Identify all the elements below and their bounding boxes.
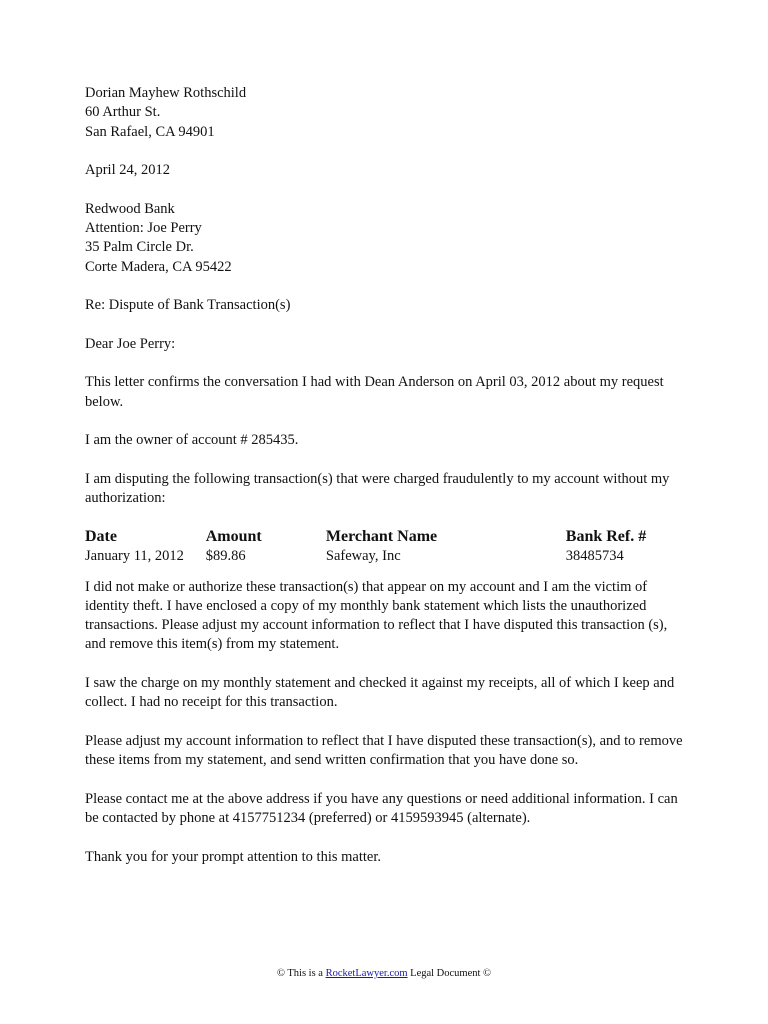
legal-footer [0,968,768,979]
cell-merchant: Safeway, Inc [325,547,401,564]
sender-city: San Rafael, CA 94901 [85,123,215,140]
paragraph-receipts: I saw the charge on my monthly statement and checked it against my receipts, all of which I keep and collect. I had no receipt for this transaction. [85,675,675,711]
header-date: Date [85,528,117,546]
paragraph-owner: I am the owner of account # 285435. [85,432,299,449]
letter-date: April 24, 2012 [85,162,170,179]
subject-line: Re: Dispute of Bank Transaction(s) [85,297,291,314]
recipient-attention: Attention: Joe Perry [85,220,202,237]
paragraph-confirm: This letter confirms the conversation I had with Dean Anderson on April 03, 2012 about my request below. [85,374,664,410]
sender-name: Dorian Mayhew Rothschild [85,85,247,101]
sender-street: 60 Arthur St. [85,104,161,121]
rocketlawyer-link[interactable]: RocketLawyer.com [325,968,408,979]
paragraph-adjust: Please adjust my account information to reflect that I have disputed these transaction(s), and to remove these items from my statement, and send written confirmation that you have done so. [85,732,683,769]
cell-bank-ref: 38485734 [565,547,624,564]
recipient-bank: Redwood Bank [85,200,175,217]
paragraph-thanks: Thank you for your prompt attention to this matter. [85,848,381,865]
paragraph-not-authorized: I did not make or authorize these transaction(s) that appear on my account and I am the victim of identity theft. I have enclosed a copy of my monthly bank statement which lists the unauthorized transactions. Please adjust my account information to reflect that I have disputed this transaction (s), and remove this item(s) from my statement. [85,578,668,653]
header-merchant: Merchant Name [325,528,438,546]
recipient-city: Corte Madera, CA 95422 [85,258,232,275]
footer-prefix: © This is a [276,968,323,979]
sender-address [85,84,685,142]
cell-date: January 11, 2012 [85,547,184,564]
table-header-row [85,525,685,547]
footer-suffix: Legal Document © [410,968,492,979]
transactions-table [85,525,685,567]
header-amount: Amount [205,528,262,546]
salutation: Dear Joe Perry: [85,335,176,352]
letter-body [85,84,685,867]
header-bank-ref: Bank Ref. # [565,528,647,546]
paragraph-disputing: I am disputing the following transaction(s) that were charged fraudulently to my account without my authorization: [85,470,670,507]
recipient-address [85,200,685,277]
paragraph-contact: Please contact me at the above address if you have any questions or need additional information. I can be contacted by phone at 4157751234 (preferred) or 4159593945 (alternate). [85,790,678,827]
recipient-street: 35 Palm Circle Dr. [85,239,194,256]
cell-amount: $89.86 [205,547,246,564]
table-row [85,547,685,567]
